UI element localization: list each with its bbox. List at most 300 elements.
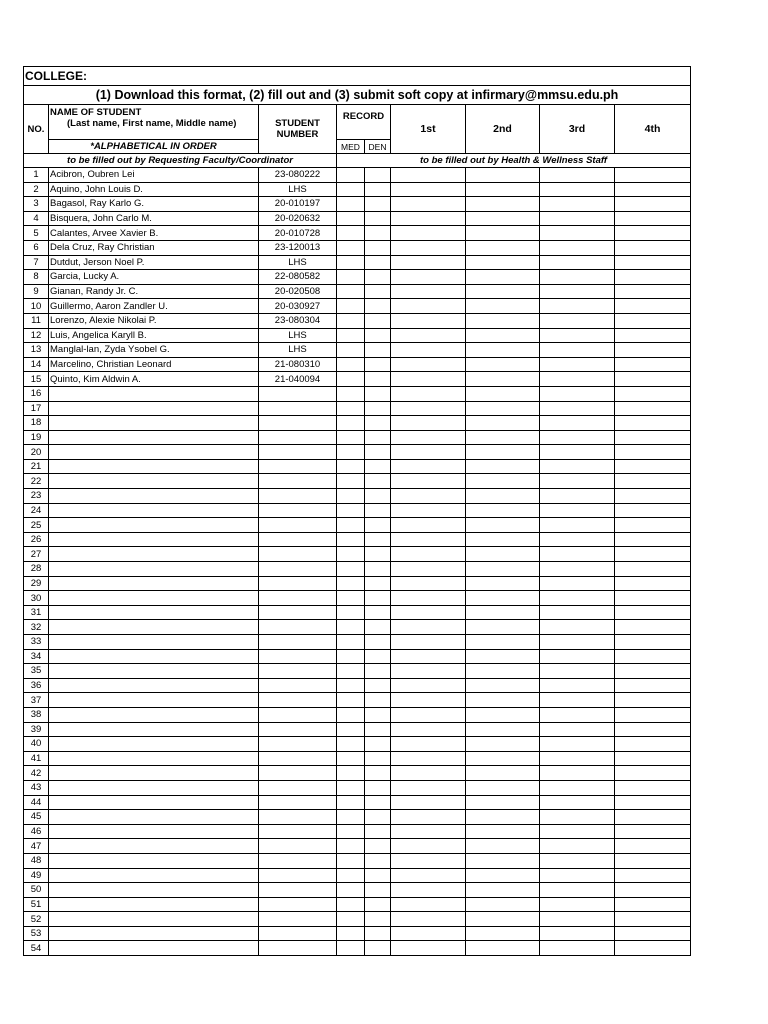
student-name-cell[interactable] bbox=[49, 430, 259, 445]
med-cell[interactable] bbox=[337, 401, 365, 416]
col-4th-cell[interactable] bbox=[615, 926, 691, 941]
med-cell[interactable] bbox=[337, 518, 365, 533]
col-2nd-cell[interactable] bbox=[466, 532, 540, 547]
col-2nd-cell[interactable] bbox=[466, 941, 540, 956]
med-cell[interactable] bbox=[337, 503, 365, 518]
col-4th-cell[interactable] bbox=[615, 255, 691, 270]
med-cell[interactable] bbox=[337, 707, 365, 722]
col-3rd-cell[interactable] bbox=[540, 459, 615, 474]
student-name-cell[interactable] bbox=[49, 635, 259, 650]
student-name-cell[interactable]: Bisquera, John Carlo M. bbox=[49, 211, 259, 226]
student-name-cell[interactable]: Guillermo, Aaron Zandler U. bbox=[49, 299, 259, 314]
student-number-cell[interactable]: 21-040094 bbox=[259, 372, 337, 387]
col-4th-cell[interactable] bbox=[615, 562, 691, 577]
student-number-cell[interactable] bbox=[259, 722, 337, 737]
col-4th-cell[interactable] bbox=[615, 386, 691, 401]
student-name-cell[interactable]: Luis, Angelica Karyll B. bbox=[49, 328, 259, 343]
med-cell[interactable] bbox=[337, 722, 365, 737]
med-cell[interactable] bbox=[337, 255, 365, 270]
col-3rd-cell[interactable] bbox=[540, 226, 615, 241]
med-cell[interactable] bbox=[337, 240, 365, 255]
col-1st-cell[interactable] bbox=[391, 810, 466, 825]
col-1st-cell[interactable] bbox=[391, 518, 466, 533]
med-cell[interactable] bbox=[337, 853, 365, 868]
student-number-cell[interactable] bbox=[259, 445, 337, 460]
col-2nd-cell[interactable] bbox=[466, 635, 540, 650]
student-number-cell[interactable] bbox=[259, 635, 337, 650]
col-1st-cell[interactable] bbox=[391, 182, 466, 197]
col-3rd-cell[interactable] bbox=[540, 737, 615, 752]
student-name-cell[interactable] bbox=[49, 547, 259, 562]
col-4th-cell[interactable] bbox=[615, 751, 691, 766]
student-number-cell[interactable] bbox=[259, 474, 337, 489]
col-1st-cell[interactable] bbox=[391, 255, 466, 270]
student-name-cell[interactable] bbox=[49, 839, 259, 854]
med-cell[interactable] bbox=[337, 766, 365, 781]
col-4th-cell[interactable] bbox=[615, 868, 691, 883]
col-3rd-cell[interactable] bbox=[540, 649, 615, 664]
col-4th-cell[interactable] bbox=[615, 489, 691, 504]
col-1st-cell[interactable] bbox=[391, 897, 466, 912]
student-number-cell[interactable] bbox=[259, 430, 337, 445]
col-1st-cell[interactable] bbox=[391, 547, 466, 562]
col-2nd-cell[interactable] bbox=[466, 562, 540, 577]
col-1st-cell[interactable] bbox=[391, 839, 466, 854]
col-4th-cell[interactable] bbox=[615, 722, 691, 737]
col-4th-cell[interactable] bbox=[615, 620, 691, 635]
col-3rd-cell[interactable] bbox=[540, 897, 615, 912]
med-cell[interactable] bbox=[337, 664, 365, 679]
col-1st-cell[interactable] bbox=[391, 635, 466, 650]
col-4th-cell[interactable] bbox=[615, 664, 691, 679]
student-name-cell[interactable] bbox=[49, 416, 259, 431]
col-3rd-cell[interactable] bbox=[540, 518, 615, 533]
student-number-cell[interactable] bbox=[259, 386, 337, 401]
col-1st-cell[interactable] bbox=[391, 532, 466, 547]
student-number-cell[interactable] bbox=[259, 562, 337, 577]
med-cell[interactable] bbox=[337, 386, 365, 401]
den-cell[interactable] bbox=[365, 270, 391, 285]
student-number-cell[interactable]: 21-080310 bbox=[259, 357, 337, 372]
med-cell[interactable] bbox=[337, 912, 365, 927]
student-name-cell[interactable] bbox=[49, 883, 259, 898]
col-2nd-cell[interactable] bbox=[466, 255, 540, 270]
col-3rd-cell[interactable] bbox=[540, 284, 615, 299]
den-cell[interactable] bbox=[365, 328, 391, 343]
student-name-cell[interactable] bbox=[49, 532, 259, 547]
col-1st-cell[interactable] bbox=[391, 664, 466, 679]
student-name-cell[interactable]: Dela Cruz, Ray Christian bbox=[49, 240, 259, 255]
student-name-cell[interactable] bbox=[49, 810, 259, 825]
col-1st-cell[interactable] bbox=[391, 868, 466, 883]
med-cell[interactable] bbox=[337, 897, 365, 912]
med-cell[interactable] bbox=[337, 459, 365, 474]
col-1st-cell[interactable] bbox=[391, 343, 466, 358]
col-3rd-cell[interactable] bbox=[540, 751, 615, 766]
col-2nd-cell[interactable] bbox=[466, 883, 540, 898]
med-cell[interactable] bbox=[337, 780, 365, 795]
col-4th-cell[interactable] bbox=[615, 416, 691, 431]
col-3rd-cell[interactable] bbox=[540, 941, 615, 956]
col-4th-cell[interactable] bbox=[615, 357, 691, 372]
col-3rd-cell[interactable] bbox=[540, 780, 615, 795]
col-4th-cell[interactable] bbox=[615, 168, 691, 183]
med-cell[interactable] bbox=[337, 357, 365, 372]
col-4th-cell[interactable] bbox=[615, 503, 691, 518]
col-2nd-cell[interactable] bbox=[466, 328, 540, 343]
col-4th-cell[interactable] bbox=[615, 824, 691, 839]
col-1st-cell[interactable] bbox=[391, 226, 466, 241]
col-2nd-cell[interactable] bbox=[466, 430, 540, 445]
col-2nd-cell[interactable] bbox=[466, 722, 540, 737]
med-cell[interactable] bbox=[337, 883, 365, 898]
student-name-cell[interactable]: Garcia, Lucky A. bbox=[49, 270, 259, 285]
den-cell[interactable] bbox=[365, 343, 391, 358]
col-1st-cell[interactable] bbox=[391, 576, 466, 591]
student-name-cell[interactable]: Lorenzo, Alexie Nikolai P. bbox=[49, 313, 259, 328]
col-4th-cell[interactable] bbox=[615, 401, 691, 416]
col-2nd-cell[interactable] bbox=[466, 386, 540, 401]
med-cell[interactable] bbox=[337, 941, 365, 956]
med-cell[interactable] bbox=[337, 416, 365, 431]
col-3rd-cell[interactable] bbox=[540, 168, 615, 183]
col-1st-cell[interactable] bbox=[391, 678, 466, 693]
col-1st-cell[interactable] bbox=[391, 722, 466, 737]
col-1st-cell[interactable] bbox=[391, 780, 466, 795]
col-2nd-cell[interactable] bbox=[466, 897, 540, 912]
den-cell[interactable] bbox=[365, 722, 391, 737]
col-3rd-cell[interactable] bbox=[540, 430, 615, 445]
col-3rd-cell[interactable] bbox=[540, 489, 615, 504]
den-cell[interactable] bbox=[365, 824, 391, 839]
student-name-cell[interactable] bbox=[49, 459, 259, 474]
col-1st-cell[interactable] bbox=[391, 883, 466, 898]
den-cell[interactable] bbox=[365, 401, 391, 416]
student-number-cell[interactable]: LHS bbox=[259, 328, 337, 343]
student-name-cell[interactable] bbox=[49, 591, 259, 606]
col-4th-cell[interactable] bbox=[615, 635, 691, 650]
den-cell[interactable] bbox=[365, 284, 391, 299]
med-cell[interactable] bbox=[337, 810, 365, 825]
student-number-cell[interactable] bbox=[259, 678, 337, 693]
den-cell[interactable] bbox=[365, 459, 391, 474]
col-3rd-cell[interactable] bbox=[540, 693, 615, 708]
den-cell[interactable] bbox=[365, 853, 391, 868]
student-name-cell[interactable] bbox=[49, 897, 259, 912]
col-1st-cell[interactable] bbox=[391, 270, 466, 285]
den-cell[interactable] bbox=[365, 532, 391, 547]
col-4th-cell[interactable] bbox=[615, 518, 691, 533]
student-number-cell[interactable]: 23-080222 bbox=[259, 168, 337, 183]
med-cell[interactable] bbox=[337, 649, 365, 664]
med-cell[interactable] bbox=[337, 197, 365, 212]
col-2nd-cell[interactable] bbox=[466, 459, 540, 474]
student-name-cell[interactable] bbox=[49, 562, 259, 577]
med-cell[interactable] bbox=[337, 313, 365, 328]
col-1st-cell[interactable] bbox=[391, 401, 466, 416]
student-number-cell[interactable]: 23-080304 bbox=[259, 313, 337, 328]
col-2nd-cell[interactable] bbox=[466, 489, 540, 504]
student-number-cell[interactable] bbox=[259, 649, 337, 664]
col-3rd-cell[interactable] bbox=[540, 635, 615, 650]
med-cell[interactable] bbox=[337, 547, 365, 562]
student-number-cell[interactable]: 20-020632 bbox=[259, 211, 337, 226]
col-3rd-cell[interactable] bbox=[540, 357, 615, 372]
col-2nd-cell[interactable] bbox=[466, 313, 540, 328]
col-2nd-cell[interactable] bbox=[466, 853, 540, 868]
col-4th-cell[interactable] bbox=[615, 883, 691, 898]
student-name-cell[interactable] bbox=[49, 401, 259, 416]
den-cell[interactable] bbox=[365, 591, 391, 606]
col-4th-cell[interactable] bbox=[615, 605, 691, 620]
col-4th-cell[interactable] bbox=[615, 474, 691, 489]
student-number-cell[interactable] bbox=[259, 518, 337, 533]
student-number-cell[interactable] bbox=[259, 766, 337, 781]
student-number-cell[interactable] bbox=[259, 751, 337, 766]
student-name-cell[interactable] bbox=[49, 941, 259, 956]
den-cell[interactable] bbox=[365, 664, 391, 679]
den-cell[interactable] bbox=[365, 620, 391, 635]
med-cell[interactable] bbox=[337, 926, 365, 941]
col-4th-cell[interactable] bbox=[615, 182, 691, 197]
col-2nd-cell[interactable] bbox=[466, 197, 540, 212]
col-1st-cell[interactable] bbox=[391, 299, 466, 314]
col-1st-cell[interactable] bbox=[391, 941, 466, 956]
col-1st-cell[interactable] bbox=[391, 197, 466, 212]
col-1st-cell[interactable] bbox=[391, 751, 466, 766]
med-cell[interactable] bbox=[337, 445, 365, 460]
col-3rd-cell[interactable] bbox=[540, 605, 615, 620]
col-3rd-cell[interactable] bbox=[540, 299, 615, 314]
student-name-cell[interactable]: Bagasol, Ray Karlo G. bbox=[49, 197, 259, 212]
col-1st-cell[interactable] bbox=[391, 284, 466, 299]
col-2nd-cell[interactable] bbox=[466, 299, 540, 314]
col-3rd-cell[interactable] bbox=[540, 197, 615, 212]
student-name-cell[interactable] bbox=[49, 518, 259, 533]
col-2nd-cell[interactable] bbox=[466, 474, 540, 489]
col-3rd-cell[interactable] bbox=[540, 445, 615, 460]
col-1st-cell[interactable] bbox=[391, 416, 466, 431]
den-cell[interactable] bbox=[365, 474, 391, 489]
col-4th-cell[interactable] bbox=[615, 649, 691, 664]
col-3rd-cell[interactable] bbox=[540, 868, 615, 883]
col-4th-cell[interactable] bbox=[615, 372, 691, 387]
student-name-cell[interactable] bbox=[49, 737, 259, 752]
med-cell[interactable] bbox=[337, 620, 365, 635]
col-2nd-cell[interactable] bbox=[466, 372, 540, 387]
col-2nd-cell[interactable] bbox=[466, 211, 540, 226]
col-1st-cell[interactable] bbox=[391, 313, 466, 328]
den-cell[interactable] bbox=[365, 883, 391, 898]
student-number-cell[interactable]: LHS bbox=[259, 182, 337, 197]
col-3rd-cell[interactable] bbox=[540, 766, 615, 781]
student-name-cell[interactable] bbox=[49, 693, 259, 708]
student-name-cell[interactable]: Aquino, John Louis D. bbox=[49, 182, 259, 197]
col-3rd-cell[interactable] bbox=[540, 386, 615, 401]
col-3rd-cell[interactable] bbox=[540, 620, 615, 635]
student-number-cell[interactable] bbox=[259, 707, 337, 722]
col-2nd-cell[interactable] bbox=[466, 707, 540, 722]
col-2nd-cell[interactable] bbox=[466, 445, 540, 460]
med-cell[interactable] bbox=[337, 182, 365, 197]
den-cell[interactable] bbox=[365, 503, 391, 518]
col-3rd-cell[interactable] bbox=[540, 255, 615, 270]
col-3rd-cell[interactable] bbox=[540, 328, 615, 343]
col-3rd-cell[interactable] bbox=[540, 270, 615, 285]
col-4th-cell[interactable] bbox=[615, 839, 691, 854]
den-cell[interactable] bbox=[365, 693, 391, 708]
den-cell[interactable] bbox=[365, 897, 391, 912]
student-name-cell[interactable]: Quinto, Kim Aldwin A. bbox=[49, 372, 259, 387]
student-name-cell[interactable] bbox=[49, 576, 259, 591]
col-3rd-cell[interactable] bbox=[540, 372, 615, 387]
col-1st-cell[interactable] bbox=[391, 240, 466, 255]
col-3rd-cell[interactable] bbox=[540, 211, 615, 226]
col-2nd-cell[interactable] bbox=[466, 839, 540, 854]
col-1st-cell[interactable] bbox=[391, 474, 466, 489]
col-2nd-cell[interactable] bbox=[466, 824, 540, 839]
student-number-cell[interactable] bbox=[259, 737, 337, 752]
col-3rd-cell[interactable] bbox=[540, 474, 615, 489]
student-number-cell[interactable] bbox=[259, 416, 337, 431]
student-name-cell[interactable]: Gianan, Randy Jr. C. bbox=[49, 284, 259, 299]
col-4th-cell[interactable] bbox=[615, 459, 691, 474]
col-4th-cell[interactable] bbox=[615, 313, 691, 328]
med-cell[interactable] bbox=[337, 328, 365, 343]
med-cell[interactable] bbox=[337, 168, 365, 183]
col-1st-cell[interactable] bbox=[391, 912, 466, 927]
col-3rd-cell[interactable] bbox=[540, 664, 615, 679]
col-2nd-cell[interactable] bbox=[466, 678, 540, 693]
den-cell[interactable] bbox=[365, 707, 391, 722]
med-cell[interactable] bbox=[337, 635, 365, 650]
col-2nd-cell[interactable] bbox=[466, 868, 540, 883]
col-4th-cell[interactable] bbox=[615, 766, 691, 781]
student-number-cell[interactable] bbox=[259, 941, 337, 956]
col-3rd-cell[interactable] bbox=[540, 926, 615, 941]
student-number-cell[interactable] bbox=[259, 824, 337, 839]
med-cell[interactable] bbox=[337, 795, 365, 810]
col-3rd-cell[interactable] bbox=[540, 795, 615, 810]
col-4th-cell[interactable] bbox=[615, 780, 691, 795]
den-cell[interactable] bbox=[365, 182, 391, 197]
student-name-cell[interactable] bbox=[49, 649, 259, 664]
student-number-cell[interactable] bbox=[259, 664, 337, 679]
student-name-cell[interactable] bbox=[49, 620, 259, 635]
student-name-cell[interactable] bbox=[49, 503, 259, 518]
col-3rd-cell[interactable] bbox=[540, 240, 615, 255]
student-name-cell[interactable] bbox=[49, 664, 259, 679]
den-cell[interactable] bbox=[365, 547, 391, 562]
col-2nd-cell[interactable] bbox=[466, 503, 540, 518]
student-name-cell[interactable] bbox=[49, 766, 259, 781]
den-cell[interactable] bbox=[365, 737, 391, 752]
col-2nd-cell[interactable] bbox=[466, 284, 540, 299]
col-3rd-cell[interactable] bbox=[540, 883, 615, 898]
col-1st-cell[interactable] bbox=[391, 605, 466, 620]
col-2nd-cell[interactable] bbox=[466, 780, 540, 795]
student-name-cell[interactable] bbox=[49, 489, 259, 504]
den-cell[interactable] bbox=[365, 562, 391, 577]
student-name-cell[interactable]: Marcelino, Christian Leonard bbox=[49, 357, 259, 372]
col-3rd-cell[interactable] bbox=[540, 678, 615, 693]
med-cell[interactable] bbox=[337, 591, 365, 606]
col-4th-cell[interactable] bbox=[615, 240, 691, 255]
student-number-cell[interactable] bbox=[259, 839, 337, 854]
student-number-cell[interactable] bbox=[259, 693, 337, 708]
student-number-cell[interactable] bbox=[259, 547, 337, 562]
med-cell[interactable] bbox=[337, 678, 365, 693]
col-2nd-cell[interactable] bbox=[466, 168, 540, 183]
med-cell[interactable] bbox=[337, 372, 365, 387]
student-name-cell[interactable] bbox=[49, 795, 259, 810]
den-cell[interactable] bbox=[365, 518, 391, 533]
col-3rd-cell[interactable] bbox=[540, 824, 615, 839]
col-3rd-cell[interactable] bbox=[540, 547, 615, 562]
col-3rd-cell[interactable] bbox=[540, 401, 615, 416]
den-cell[interactable] bbox=[365, 197, 391, 212]
student-number-cell[interactable]: 20-010197 bbox=[259, 197, 337, 212]
med-cell[interactable] bbox=[337, 839, 365, 854]
den-cell[interactable] bbox=[365, 211, 391, 226]
col-4th-cell[interactable] bbox=[615, 678, 691, 693]
col-2nd-cell[interactable] bbox=[466, 751, 540, 766]
den-cell[interactable] bbox=[365, 678, 391, 693]
col-1st-cell[interactable] bbox=[391, 489, 466, 504]
col-1st-cell[interactable] bbox=[391, 926, 466, 941]
student-number-cell[interactable]: 22-080582 bbox=[259, 270, 337, 285]
col-3rd-cell[interactable] bbox=[540, 810, 615, 825]
den-cell[interactable] bbox=[365, 780, 391, 795]
den-cell[interactable] bbox=[365, 240, 391, 255]
student-name-cell[interactable]: Calantes, Arvee Xavier B. bbox=[49, 226, 259, 241]
med-cell[interactable] bbox=[337, 474, 365, 489]
med-cell[interactable] bbox=[337, 299, 365, 314]
den-cell[interactable] bbox=[365, 489, 391, 504]
den-cell[interactable] bbox=[365, 313, 391, 328]
den-cell[interactable] bbox=[365, 255, 391, 270]
col-3rd-cell[interactable] bbox=[540, 562, 615, 577]
student-name-cell[interactable] bbox=[49, 474, 259, 489]
col-1st-cell[interactable] bbox=[391, 357, 466, 372]
col-2nd-cell[interactable] bbox=[466, 547, 540, 562]
col-3rd-cell[interactable] bbox=[540, 707, 615, 722]
med-cell[interactable] bbox=[337, 343, 365, 358]
med-cell[interactable] bbox=[337, 270, 365, 285]
col-3rd-cell[interactable] bbox=[540, 532, 615, 547]
col-1st-cell[interactable] bbox=[391, 737, 466, 752]
student-name-cell[interactable] bbox=[49, 912, 259, 927]
col-2nd-cell[interactable] bbox=[466, 620, 540, 635]
col-4th-cell[interactable] bbox=[615, 897, 691, 912]
col-4th-cell[interactable] bbox=[615, 226, 691, 241]
col-3rd-cell[interactable] bbox=[540, 591, 615, 606]
col-3rd-cell[interactable] bbox=[540, 182, 615, 197]
den-cell[interactable] bbox=[365, 372, 391, 387]
student-number-cell[interactable] bbox=[259, 620, 337, 635]
student-number-cell[interactable] bbox=[259, 459, 337, 474]
col-1st-cell[interactable] bbox=[391, 707, 466, 722]
med-cell[interactable] bbox=[337, 737, 365, 752]
student-name-cell[interactable] bbox=[49, 751, 259, 766]
den-cell[interactable] bbox=[365, 912, 391, 927]
col-4th-cell[interactable] bbox=[615, 591, 691, 606]
col-1st-cell[interactable] bbox=[391, 459, 466, 474]
student-number-cell[interactable]: 20-030927 bbox=[259, 299, 337, 314]
col-2nd-cell[interactable] bbox=[466, 926, 540, 941]
student-number-cell[interactable]: 23-120013 bbox=[259, 240, 337, 255]
col-4th-cell[interactable] bbox=[615, 693, 691, 708]
